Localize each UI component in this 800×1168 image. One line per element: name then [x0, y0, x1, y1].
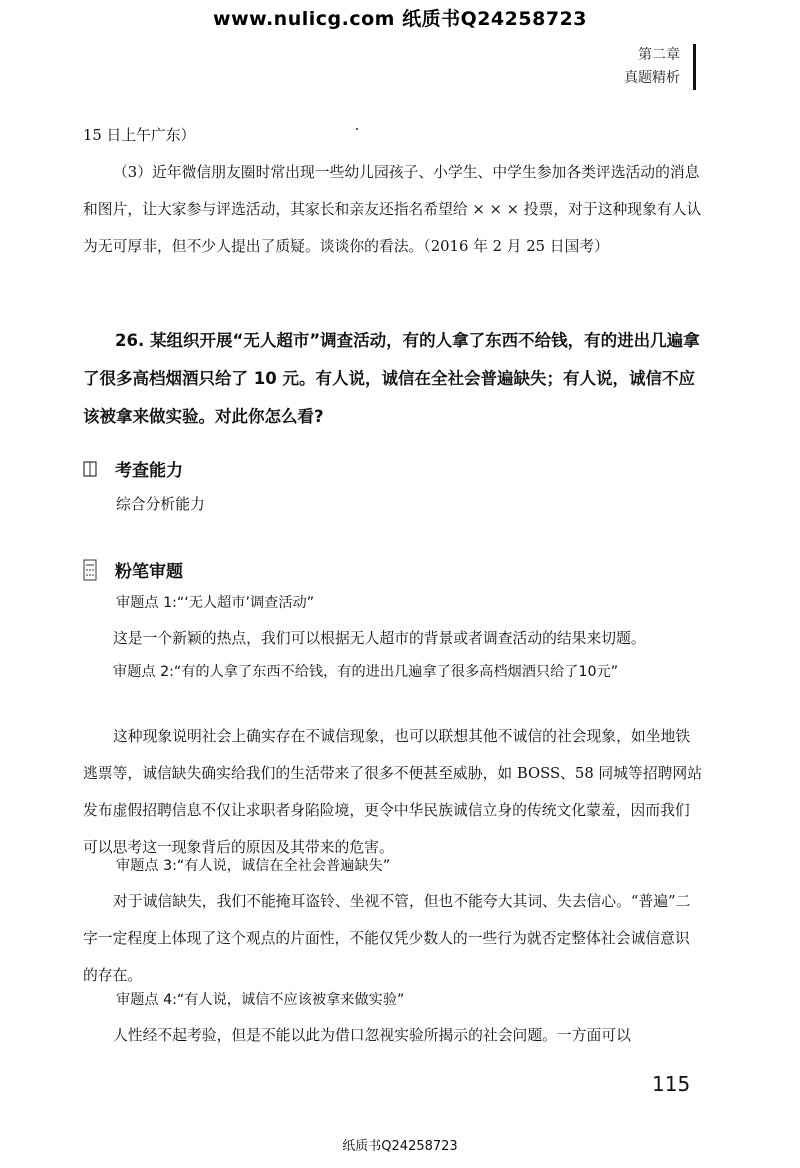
chapter-header: [624, 44, 680, 90]
ability-title: 考查能力: [115, 461, 183, 481]
analysis-point-3-text: 对于诚信缺失，我们不能掩耳盗铃、坐视不管，但也不能夸大其词、失去信心。“普遍”二字一定程度上体现了这个观点的片面性，不能仅凭少数人的一些行为就否定整体社会诚信意识的存在。: [83, 893, 691, 984]
bottom-watermark: 纸质书Q24258723: [342, 1139, 458, 1154]
ability-content: 综合分析能力: [116, 496, 205, 513]
analysis-heading: [83, 557, 183, 582]
analysis-point-1-label: 审题点 1:“‘无人超市’调查活动”: [116, 595, 315, 611]
prior-question-item-3: （3）近年微信朋友圈时常出现一些幼儿园孩子、小学生、中学生参加各类评选活动的消息和图片，让大家参与评选活动，其家长和亲友还指名希望给 × × × 投票，对于这种现象有人认为无可厚非，但不少人提出了质疑。谈谈你的看法。（2016 年 2 月 25 日国考）: [83, 164, 702, 255]
analysis-point-2-text: 这种现象说明社会上确实存在不诚信现象，也可以联想其他不诚信的社会现象，如坐地铁逃票等，诚信缺失确实给我们的生活带来了很多不便甚至威胁，如 BOSS、58 同城等招聘网站发布虚假招聘信息不仅让求职者身陷险境，更令中华民族诚信立身的传统文化蒙羞，因而我们可以思考这一现象背后的原因及其带来的危害。: [83, 728, 703, 856]
book-icon: [83, 460, 97, 478]
chapter-title: 第二章: [638, 47, 680, 63]
page-number: 115: [652, 1072, 691, 1096]
prior-question-end: 15 日上午广东）: [83, 127, 196, 144]
analysis-point-3-label: 审题点 3:“有人说，诚信在全社会普遍缺失”: [116, 858, 391, 874]
question-26: 26. 某组织开展“无人超市”调查活动，有的人拿了东西不给钱，有的进出几遍拿了很多高档烟酒只给了 10 元。有人说，诚信在全社会普遍缺失；有人说，诚信不应该被拿来做实验。对此你怎么看?: [83, 331, 700, 426]
analysis-title: 粉笔审题: [115, 562, 183, 582]
analysis-point-1-text: 这是一个新颖的热点，我们可以根据无人超市的背景或者调查活动的结果来切题。: [113, 630, 646, 647]
header-divider: [693, 44, 696, 90]
analysis-point-4-label: 审题点 4:“有人说，诚信不应该被拿来做实验”: [116, 992, 405, 1008]
section-title: 真题精析: [624, 70, 680, 86]
top-watermark: www.nulicg.com 纸质书Q24258723: [213, 8, 587, 30]
analysis-point-2-label: 审题点 2:“有的人拿了东西不给钱，有的进出几遍拿了很多高档烟酒只给了10元”: [113, 664, 619, 680]
checklist-icon: [83, 559, 97, 581]
ability-heading: [83, 456, 183, 481]
analysis-point-4-text: 人性经不起考验，但是不能以此为借口忽视实验所揭示的社会问题。一方面可以: [113, 1027, 631, 1044]
